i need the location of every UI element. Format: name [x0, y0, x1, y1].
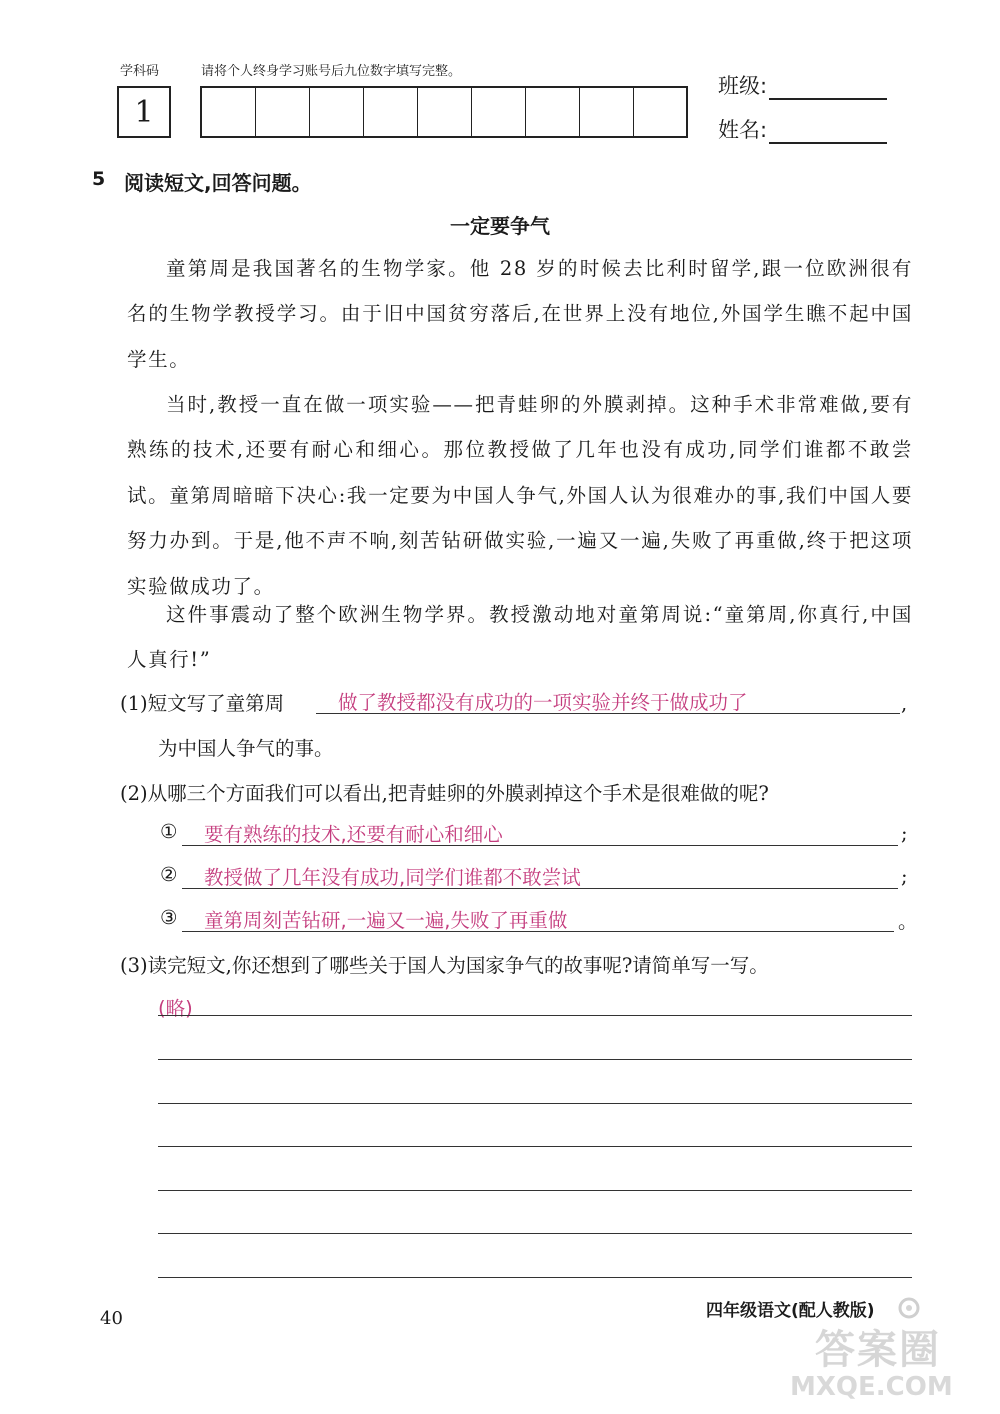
- subquestion-1-lead: (1)短文写了童第周: [120, 692, 285, 715]
- subquestion-2-marker-1: ①: [160, 820, 178, 843]
- digit-box[interactable]: [364, 88, 418, 136]
- book-title: 四年级语文(配人教版): [706, 1301, 875, 1321]
- subquestion-2-answer-2: 教授做了几年没有成功,同学们谁都不敢尝试: [204, 866, 581, 889]
- digit-box[interactable]: [472, 88, 526, 136]
- question-number: 5: [92, 168, 106, 190]
- class-field: [718, 70, 887, 100]
- writing-line[interactable]: [158, 1059, 912, 1060]
- writing-line[interactable]: [158, 1277, 912, 1278]
- subquestion-2-end-1: ;: [901, 822, 908, 845]
- subquestion-2-lead: (2)从哪三个方面我们可以看出,把青蛙卵的外膜剥掉这个手术是很难做的呢?: [120, 782, 769, 805]
- digit-box[interactable]: [580, 88, 634, 136]
- watermark-url: MXQE.COM: [790, 1372, 953, 1402]
- name-field: [718, 114, 887, 144]
- digit-box[interactable]: [310, 88, 364, 136]
- subquestion-2-marker-3: ③: [160, 906, 178, 929]
- subquestion-2-end-2: ;: [901, 865, 908, 888]
- subquestion-2-marker-2: ②: [160, 863, 178, 886]
- subject-code-label: 学科码: [120, 64, 160, 79]
- subquestion-2-answer-1: 要有熟练的技术,还要有耐心和细心: [204, 823, 503, 846]
- subquestion-2-end-3: 。: [898, 910, 918, 933]
- digit-box[interactable]: [256, 88, 310, 136]
- digit-box[interactable]: [634, 88, 686, 136]
- name-blank[interactable]: [769, 120, 887, 144]
- name-label: 姓名:: [718, 118, 768, 142]
- passage-paragraph-1: 童第周是我国著名的生物学家。他 28 岁的时候去比利时留学,跟一位欧洲很有名的生物学教授学习。由于旧中国贫穷落后,在世界上没有地位,外国学生瞧不起中国学生。: [127, 257, 913, 371]
- passage-paragraph-3: 这件事震动了整个欧洲生物学界。教授激动地对童第周说:“童第周,你真行,中国人真行!”: [127, 603, 913, 672]
- digit-box[interactable]: [418, 88, 472, 136]
- class-blank[interactable]: [769, 76, 887, 100]
- passage-paragraph-2: 当时,教授一直在做一项实验——把青蛙卵的外膜剥掉。这种手术非常难做,要有熟练的技术,还要有耐心和细心。那位教授做了几年也没有成功,同学们谁都不敢尝试。童第周暗暗下决心:我一定要为中国人争气,外国人认为很难办的事,我们中国人要努力办到。于是,他不声不响,刻苦钻研做实验,一遍又一遍,失败了再重做,终于把这项实验做成功了。: [127, 393, 913, 598]
- account-digit-boxes: [200, 86, 688, 138]
- writing-line[interactable]: [158, 1233, 912, 1234]
- account-instruction: 请将个人终身学习账号后九位数字填写完整。: [201, 64, 462, 79]
- subquestion-1-comma: ,: [901, 692, 908, 715]
- class-label: 班级:: [718, 74, 768, 98]
- subquestion-1-tail: 为中国人争气的事。: [158, 737, 334, 760]
- watermark-logo: 答案圈: [815, 1327, 941, 1373]
- digit-box[interactable]: [526, 88, 580, 136]
- digit-box[interactable]: [202, 88, 256, 136]
- page-number: 40: [100, 1308, 123, 1329]
- writing-line[interactable]: [158, 1146, 912, 1147]
- subquestion-3-lead: (3)读完短文,你还想到了哪些关于国人为国家争气的故事呢?请简单写一写。: [120, 954, 769, 977]
- writing-line[interactable]: [158, 1103, 912, 1104]
- passage-title: 一定要争气: [450, 214, 550, 238]
- writing-line[interactable]: [158, 1190, 912, 1191]
- subject-code-box: 1: [117, 86, 171, 138]
- subquestion-1-answer: 做了教授都没有成功的一项实验并终于做成功了: [338, 691, 748, 714]
- subquestion-3-answer: (略): [158, 997, 193, 1020]
- question-prompt: 阅读短文,回答问题。: [124, 171, 312, 195]
- subquestion-2-answer-3: 童第周刻苦钻研,一遍又一遍,失败了再重做: [204, 909, 568, 932]
- writing-line[interactable]: [158, 1015, 912, 1016]
